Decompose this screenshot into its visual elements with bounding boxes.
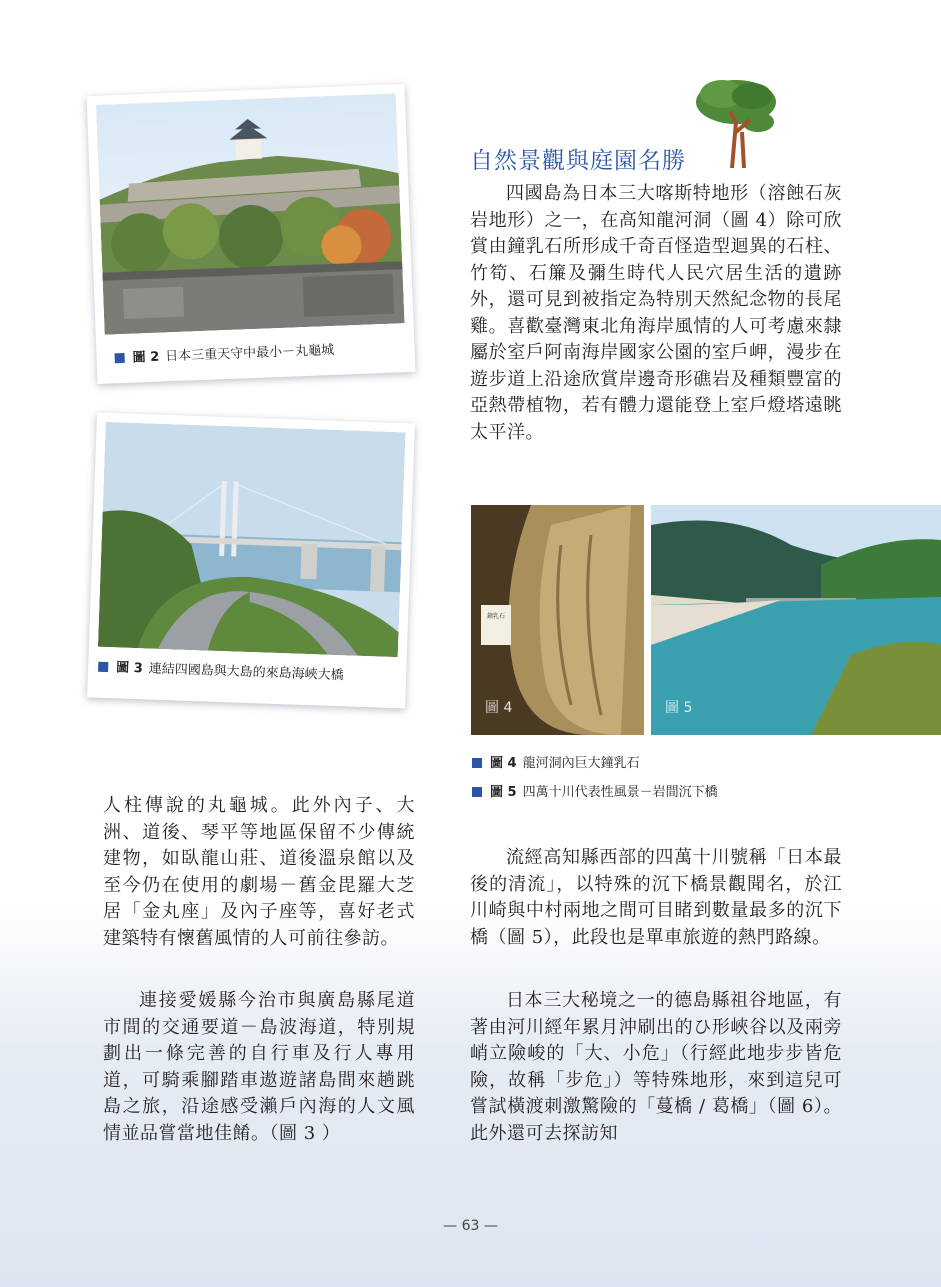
tree-icon (692, 72, 780, 170)
figure-2-card (87, 84, 416, 384)
right-paragraph-3: 日本三大秘境之一的德島縣祖谷地區，有著由河川經年累月沖刷出的ひ形峽谷以及兩旁峭立險峻的「大、小危」（行經此地步步皆危險，故稱「步危」）等特殊地形，來到這兒可嘗試橫渡刺激驚險的「蔓橋 / 葛橋」（圖 6）。此外還可去探訪知 (470, 990, 842, 1144)
figure-4-photo (471, 505, 644, 735)
right-paragraph-2: 流經高知縣西部的四萬十川號稱「日本最後的清流」，以特殊的沉下橋景觀聞名，於江川崎與中村兩地之間可目睹到數量最多的沉下橋（圖 5），此段也是單車旅遊的熱門路線。 (470, 847, 842, 948)
caption-square-icon (472, 787, 482, 797)
figure-5-photo (651, 505, 941, 735)
marugame-castle-photo (96, 93, 405, 334)
figure-4-sign: 鐘乳石 (486, 613, 505, 620)
left-paragraph-2: 連接愛媛縣今治市與廣島縣尾道市間的交通要道－島波海道，特別規劃出一條完善的自行車及行人專用道，可騎乘腳踏車遨遊諸島間來趟跳島之旅，沿途感受瀨戶內海的人文風情並品嘗當地佳餚。（圖 3 ） (103, 990, 415, 1144)
kurushima-bridge-photo (98, 422, 406, 657)
left-paragraph-1: 人柱傳說的丸龜城。此外內子、大洲、道後、琴平等地區保留不少傳統建物，如臥龍山莊、道後溫泉館以及至今仍在使用的劇場－舊金毘羅大芝居「金丸座」及內子座等，喜好老式建築特有懷舊風情的人可前往參訪。 (103, 795, 415, 949)
figure-2-caption: 圖 2 日本三重天守中最小－丸龜城 (114, 339, 334, 366)
caption-square-icon (114, 353, 124, 363)
figure-4-caption: 圖 4 龍河洞內巨大鐘乳石 (472, 752, 640, 771)
section-heading: 自然景觀與庭園名勝 (470, 148, 686, 174)
figure-4-label: 圖 4 (485, 700, 513, 716)
right-paragraph-1: 四國島為日本三大喀斯特地形（溶蝕石灰岩地形）之一，在高知龍河洞（圖 4）除可欣賞由鐘乳石所形成千奇百怪造型迴異的石柱、竹筍、石簾及彌生時代人民穴居生活的遺跡外，還可見到被指定為特別天然紀念物的長尾雞。喜歡臺灣東北角海岸風情的人可考慮來隸屬於室戶阿南海岸國家公園的室戶岬，漫步在遊步道上沿途欣賞岸邊奇形礁岩及種類豐富的亞熱帶植物，若有體力還能登上室戶燈塔遠眺太平洋。 (470, 183, 842, 443)
figure-5-label: 圖 5 (665, 700, 693, 716)
caption-square-icon (472, 758, 482, 768)
caption-square-icon (98, 662, 108, 672)
figure-3-card (87, 413, 415, 709)
figure-5-caption: 圖 5 四萬十川代表性風景－岩間沉下橋 (472, 781, 718, 800)
page-number: — 63 — (443, 1218, 498, 1234)
figure-3-caption: 圖 3 連結四國島與大島的來島海峽大橋 (98, 656, 344, 684)
